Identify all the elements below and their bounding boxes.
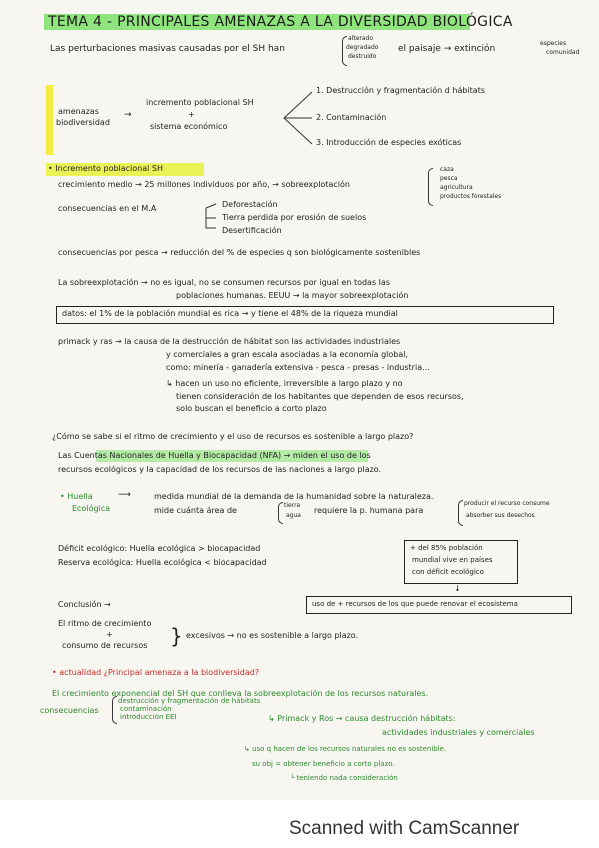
- consequences-ma-item: Desertificación: [222, 226, 282, 235]
- intro-result: comunidad: [546, 49, 580, 56]
- footprint-area-brace: [278, 502, 283, 524]
- cause-item: 3. Introducción de especies exóticas: [316, 138, 462, 147]
- goal-line: su obj = obtener beneficio a corto plazo.: [252, 760, 395, 768]
- causes-center-bottom: sistema económico: [150, 122, 228, 131]
- rhythm-line: consumo de recursos: [62, 641, 148, 650]
- footprint-line: requiere la p. humana para: [314, 506, 424, 515]
- rhythm-result: excesivos → no es sostenible a largo plazo.: [186, 631, 359, 640]
- population-note: + del 85% población: [410, 544, 483, 552]
- conclusion-label: Conclusión →: [58, 600, 111, 609]
- causes-arrow: →: [124, 110, 132, 120]
- consideration-line: └ teniendo nada consideración: [290, 774, 398, 782]
- intro-result: especies: [540, 40, 567, 47]
- nfa-line: Las Cuentas Nacionales de Huella y Biocapacidad (NFA) → miden el uso de los: [58, 451, 371, 460]
- footprint-line: mide cuánta área de: [154, 506, 237, 515]
- consequences-label: consecuencias: [40, 706, 99, 715]
- exponential-growth: El crecimiento exponencial del SH que conlleva la sobreexplotación de los recursos naturales.: [52, 689, 429, 698]
- footprint-purpose: producir el recurso consume: [464, 500, 550, 507]
- fishing-line: consecuencias por pesca → reducción del % de especies q son biológicamente sostenibles: [58, 248, 421, 257]
- population-note: con déficit ecológico: [412, 568, 484, 576]
- growth-line: crecimiento medio → 25 millones individuos por año, → sobreexplotación: [58, 180, 350, 189]
- intro-option: alterado: [348, 35, 374, 42]
- footprint-area: agua: [286, 512, 301, 519]
- population-note: mundial vive en países: [412, 556, 493, 564]
- cause-item: 2. Contaminación: [316, 113, 387, 122]
- footprint-line: medida mundial de la demanda de la humanidad sobre la naturaleza.: [154, 492, 434, 501]
- sustainability-question: ¿Cómo se sabe si el ritmo de crecimiento y el uso de recursos es sostenible a largo plazo?: [52, 432, 414, 441]
- growth-brace: [428, 168, 433, 206]
- conclusion-box-text: uso de + recursos de los que puede renovar el ecosistema: [312, 600, 518, 608]
- primack-line: y comerciales a gran escala asociadas a la economía global,: [166, 350, 409, 359]
- consequences-ma-item: Deforestación: [222, 200, 278, 209]
- nfa-line: recursos ecológicos y la capacidad de los recursos de las naciones a largo plazo.: [58, 465, 382, 474]
- primack-line: primack y ras → la causa de la destrucción de hábitat son las actividades industriales: [58, 337, 401, 346]
- footprint-label: • Huella: [60, 492, 93, 501]
- causes-branch-arrows: [280, 88, 314, 148]
- causes-left-bottom: biodiversidad: [56, 118, 110, 127]
- growth-item: pesca: [440, 175, 458, 182]
- intro-option: destruido: [348, 53, 377, 60]
- consequence-item: contaminación: [120, 705, 172, 713]
- use-line: ↳ uso q hacen de los recursos naturales no es sostenible.: [244, 745, 447, 753]
- growth-item: agricultura: [440, 184, 473, 191]
- section1-heading: • Incremento poblacional SH: [48, 164, 164, 173]
- cause-item: 1. Destrucción y fragmentación d hábitats: [316, 86, 486, 95]
- reserve-line: Reserva ecológica: Huella ecológica < biocapacidad: [58, 558, 267, 567]
- intro-brace-left: [342, 36, 347, 66]
- rhythm-line: El ritmo de crecimiento: [58, 619, 152, 628]
- footprint-area: tierra: [284, 502, 301, 509]
- overexploitation-line: poblaciones humanas. EEUU → la mayor sobreexplotación: [176, 291, 409, 300]
- rhythm-brace: }: [170, 624, 183, 648]
- consequences-ma-label: consecuencias en el M.A: [58, 204, 157, 213]
- causes-center-top: incremento poblacional SH: [146, 98, 254, 107]
- primack-current: ↳ Primack y Ros → causa destrucción hábitats:: [268, 714, 456, 723]
- consequences-brace: [112, 696, 117, 724]
- footprint-label: Ecológica: [72, 504, 111, 513]
- deficit-line: Déficit ecológico: Huella ecológica > biocapacidad: [58, 544, 261, 553]
- consequence-item: introducción EEI: [120, 713, 177, 721]
- causes-left-top: amenazas: [58, 107, 99, 116]
- growth-item: caza: [440, 166, 454, 173]
- consequences-ma-item: Tierra perdida por erosión de suelos: [222, 213, 367, 222]
- causes-marker: [46, 85, 53, 155]
- intro-option: degradado: [346, 44, 379, 51]
- intro-after: el paisaje → extinción: [398, 44, 496, 54]
- primack-line: solo buscan el beneficio a corto plazo: [176, 404, 327, 413]
- scanner-watermark: Scanned with CamScanner: [289, 818, 520, 839]
- consequences-ma-branch: [204, 200, 220, 234]
- section3-heading: • actualidad ¿Principal amenaza a la biodiversidad?: [52, 668, 260, 677]
- consequence-item: destrucción y fragmentación de hábitats: [118, 697, 261, 705]
- intro-text: Las perturbaciones masivas causadas por el SH han: [50, 44, 285, 54]
- page-title: TEMA 4 - PRINCIPALES AMENAZAS A LA DIVERSIDAD BIOLÓGICA: [48, 14, 513, 30]
- overexploitation-line: La sobreexplotación → no es igual, no se consumen recursos por igual en todas las: [58, 278, 390, 287]
- footprint-arrow: ⟶: [118, 490, 131, 500]
- activities-line: actividades industriales y comerciales: [382, 728, 535, 737]
- causes-center-plus: +: [188, 110, 195, 119]
- growth-item: productos forestales: [440, 193, 502, 200]
- primack-line: tienen consideración de los habitantes que dependen de esos recursos,: [176, 392, 464, 401]
- primack-line: como: minería - ganadería extensiva - pesca - presas - industria...: [166, 363, 430, 372]
- footprint-purpose-brace: [458, 500, 463, 526]
- note-down-arrow: ↓: [454, 584, 461, 593]
- footprint-purpose: absorber sus desechos: [466, 512, 535, 519]
- rhythm-plus: +: [106, 630, 113, 639]
- data-box-text: datos: el 1% de la población mundial es rica → y tiene el 48% de la riqueza mundial: [62, 309, 398, 318]
- primack-line: ↳ hacen un uso no eficiente, irreversible a largo plazo y no: [166, 379, 403, 388]
